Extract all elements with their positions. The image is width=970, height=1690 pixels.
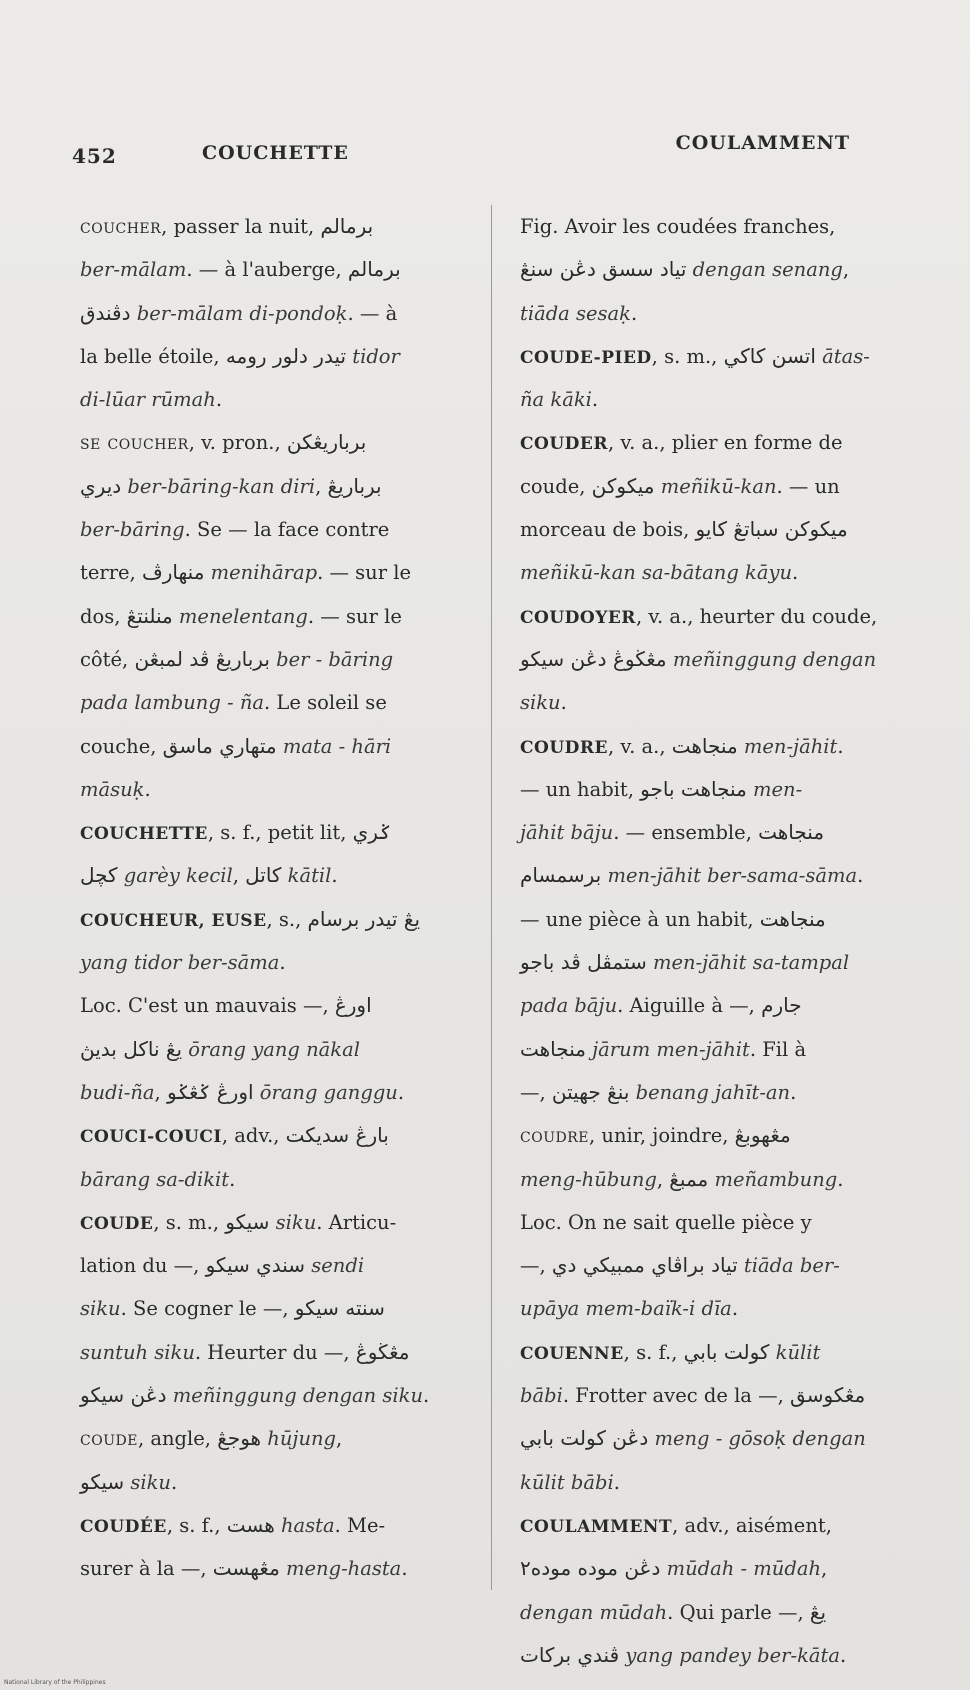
definition-text: — une pièce à un habit, <box>520 907 760 931</box>
transliteration: meng - gōsoḳ dengan <box>648 1427 866 1451</box>
definition-text: , <box>154 1080 167 1104</box>
text-line <box>80 768 480 811</box>
transliteration: meñikū-kan sa-bātang kāyu <box>520 561 793 585</box>
definition-text: . — à <box>347 301 398 325</box>
jawi-text: جارم <box>761 993 802 1018</box>
definition-text: . — ensemble, <box>613 821 759 845</box>
transliteration: menelentang <box>172 604 308 628</box>
transliteration: siku <box>80 1297 121 1321</box>
jawi-text: بارڠ سديكت <box>285 1123 389 1148</box>
transliteration: ātas- <box>815 344 870 368</box>
jawi-text: يڠ تيدر برسام <box>307 906 421 931</box>
text-line <box>520 1287 915 1330</box>
transliteration: ōrang yang nākal <box>182 1037 360 1061</box>
definition-text: , adv., <box>221 1124 286 1148</box>
definition-text: morceau de bois, <box>520 518 696 542</box>
text-line <box>520 465 915 508</box>
text-line <box>520 335 915 378</box>
text-line <box>520 1201 915 1244</box>
definition-text: , s. f., petit lit, <box>207 821 353 845</box>
jawi-text: اورڠ <box>334 993 372 1018</box>
text-line <box>80 1461 480 1504</box>
definition-text: . — un <box>776 474 840 498</box>
definition-text: , s. f., <box>166 1513 227 1537</box>
definition-text: . <box>144 777 151 801</box>
definition-text: . <box>229 1167 236 1191</box>
definition-text: Fig. Avoir les coudées franches, <box>520 215 836 238</box>
definition-text: , <box>656 1167 670 1191</box>
jawi-text: برباريڠ <box>327 473 382 498</box>
transliteration: bābi <box>520 1384 563 1408</box>
jawi-text: سنته سيكو <box>294 1296 385 1321</box>
jawi-text: منجاهت <box>758 820 825 845</box>
transliteration: hasta <box>274 1513 335 1537</box>
transliteration: meng-hūbung <box>520 1167 657 1191</box>
jawi-text: دڠن سيكو <box>80 1383 167 1408</box>
transliteration: tiāda ber- <box>737 1254 840 1278</box>
footer-credit: National Library of the Philippines <box>4 1679 106 1686</box>
definition-text: coude, <box>520 474 592 498</box>
text-line <box>520 1028 915 1071</box>
text-line <box>520 551 915 594</box>
transliteration: ōrang ganggu <box>253 1080 398 1104</box>
text-line <box>80 378 480 421</box>
definition-text: . <box>613 1470 620 1494</box>
headword: COUENNE <box>520 1343 624 1364</box>
definition-text: , <box>821 1557 828 1581</box>
headword: COUCHETTE <box>80 824 208 845</box>
text-line <box>80 898 480 941</box>
text-line <box>520 378 915 421</box>
jawi-text: ممبڠ <box>669 1166 709 1191</box>
definition-text: —, <box>520 1080 552 1104</box>
jawi-text: برباريڠكن <box>286 430 367 455</box>
jawi-text: ميكوكن سباتڠ كايو <box>695 517 848 542</box>
jawi-text: كاتل <box>245 863 282 888</box>
transliteration: yang tidor ber-sāma <box>80 951 280 975</box>
transliteration: siku <box>520 691 561 715</box>
jawi-text: كولت بابي <box>683 1339 770 1364</box>
text-line <box>80 1331 480 1374</box>
definition-text: , s. f., <box>623 1340 684 1364</box>
transliteration: pada bāju <box>520 994 618 1018</box>
jawi-text: اتسن كاكي <box>723 343 816 368</box>
definition-text: . <box>279 951 286 975</box>
transliteration: meñinggung dengan <box>666 647 877 671</box>
jawi-text: سيكو <box>80 1469 125 1494</box>
jawi-text: دڠن موده موده٢ <box>520 1556 661 1581</box>
transliteration: tidor <box>346 344 400 368</box>
text-line <box>520 1591 915 1634</box>
text-line <box>520 898 915 941</box>
definition-text: , angle, <box>137 1427 218 1451</box>
definition-text: couche, <box>80 734 163 758</box>
text-line <box>520 1461 915 1504</box>
jawi-text: مڠڬوڠ <box>355 1339 410 1364</box>
text-line <box>80 638 480 681</box>
definition-text: . Aiguille à —, <box>617 994 762 1018</box>
text-line <box>80 811 480 854</box>
jawi-text: هست <box>226 1512 275 1537</box>
definition-text: . Articu- <box>316 1210 397 1234</box>
text-line <box>80 681 480 724</box>
text-line <box>80 551 480 594</box>
entry-term: coudre <box>520 1124 589 1148</box>
transliteration: jārum men-jāhit <box>585 1037 750 1061</box>
transliteration: budi-ña <box>80 1080 155 1104</box>
definition-text: . <box>401 1557 408 1581</box>
definition-text: la belle étoile, <box>80 344 226 368</box>
definition-text: , v. a., heurter du coude, <box>635 604 878 628</box>
transliteration: meñambung <box>708 1167 838 1191</box>
text-line <box>520 1374 915 1417</box>
text-line <box>520 681 915 724</box>
definition-text: , v. a., <box>608 734 672 758</box>
transliteration: meñinggung dengan siku <box>166 1384 424 1408</box>
text-line <box>80 465 480 508</box>
definition-text: —, <box>520 1254 552 1278</box>
text-line <box>80 205 480 248</box>
text-line <box>80 335 480 378</box>
column-divider <box>491 205 492 1590</box>
transliteration: jāhit bāju <box>520 821 614 845</box>
text-line <box>80 1114 480 1157</box>
transliteration: ber - bāring <box>269 647 394 671</box>
transliteration: pada lambung - ña <box>80 691 265 715</box>
transliteration: yang pandey ber-kāta <box>619 1643 840 1667</box>
jawi-text: منجاهت <box>520 1036 586 1061</box>
definition-text: , v. a., plier en forme de <box>608 431 843 455</box>
definition-text: . <box>171 1470 178 1494</box>
jawi-text: منجاهت <box>671 733 738 758</box>
definition-text: , <box>842 258 850 282</box>
entry-term: se coucher <box>80 431 189 455</box>
right-column <box>520 205 915 1677</box>
definition-text: . Heurter du —, <box>194 1340 356 1364</box>
jawi-text: ݢري <box>352 820 392 845</box>
jawi-text: كچل <box>80 863 118 888</box>
headword: COUDÉE <box>80 1516 167 1537</box>
headword: COUDOYER <box>520 607 636 628</box>
jawi-text: برباريڠ ڤد لمبڠن <box>134 646 270 671</box>
text-line <box>80 1374 480 1417</box>
text-line <box>520 1331 915 1374</box>
definition-text: , <box>336 1427 343 1451</box>
definition-text: . — à l'auberge, <box>186 258 348 282</box>
headword: COUDE <box>80 1213 154 1234</box>
definition-text: . <box>215 388 223 412</box>
text-line <box>520 941 915 984</box>
headword: COULAMMENT <box>520 1516 673 1537</box>
text-line <box>80 725 480 768</box>
transliteration: tiāda sesaḳ <box>520 301 632 325</box>
definition-text: , s., <box>266 907 308 931</box>
text-line <box>520 1417 915 1460</box>
definition-text: terre, <box>80 561 142 585</box>
definition-text: , v. pron., <box>188 431 287 455</box>
definition-text: . <box>839 1643 847 1667</box>
transliteration: men-jāhit ber-sama-sāma <box>601 864 858 888</box>
text-line <box>80 421 480 464</box>
definition-text: . Fil à <box>749 1037 807 1061</box>
text-line <box>80 1201 480 1244</box>
jawi-text: ڤندي بركات <box>520 1642 620 1667</box>
text-line <box>520 1634 915 1677</box>
text-line <box>520 1547 915 1590</box>
definition-text: , <box>232 864 246 888</box>
jawi-text: دڤندق <box>80 300 131 325</box>
transliteration: kūlit <box>769 1340 821 1364</box>
text-line <box>80 1158 480 1201</box>
definition-text: . <box>837 734 844 758</box>
definition-text: . — sur le <box>307 604 402 628</box>
transliteration: siku <box>269 1210 317 1234</box>
jawi-text: برسمسام <box>520 863 602 888</box>
transliteration: men-jāhit <box>737 734 838 758</box>
definition-text: , <box>315 474 328 498</box>
definition-text: . <box>423 1384 430 1408</box>
jawi-text: سيكو <box>225 1209 270 1234</box>
definition-text: . <box>591 388 599 412</box>
entry-term: coude <box>80 1427 138 1451</box>
transliteration: garèy kecil <box>117 864 233 888</box>
definition-text: . <box>790 1080 797 1104</box>
transliteration: kātil <box>281 864 332 888</box>
text-line <box>80 1547 480 1590</box>
jawi-text: ستمڤل ڤد باجو <box>520 950 647 975</box>
definition-text: , unir, joindre, <box>588 1124 735 1148</box>
jawi-text: متهاري ماسق <box>162 733 277 758</box>
jawi-text: سندي سيكو <box>205 1253 306 1278</box>
jawi-text: برمالم <box>320 214 374 238</box>
jawi-text: مڠكوسق <box>790 1383 866 1408</box>
text-line <box>520 768 915 811</box>
jawi-text: منهارڤ <box>141 560 205 585</box>
transliteration: ber-bāring-kan diri <box>121 474 316 498</box>
transliteration: dengan senang <box>686 258 843 282</box>
transliteration: sendi <box>305 1254 365 1278</box>
headword: COUCI-COUCI <box>80 1127 222 1148</box>
transliteration: menihārap <box>204 561 318 585</box>
text-line <box>520 1244 915 1287</box>
definition-text: — un habit, <box>520 777 641 801</box>
text-line <box>80 508 480 551</box>
text-line <box>80 248 480 291</box>
text-line <box>520 854 915 897</box>
definition-text: , s. m., <box>153 1210 226 1234</box>
definition-text: côté, <box>80 647 135 671</box>
definition-text: . <box>631 301 638 325</box>
definition-text: . Qui parle —, <box>667 1600 810 1624</box>
definition-text: . <box>837 1167 844 1191</box>
transliteration: ber-bāring <box>80 518 185 542</box>
jawi-text: برمالم <box>347 257 401 282</box>
text-line <box>520 1114 915 1157</box>
definition-text: . Se cogner le —, <box>120 1297 295 1321</box>
definition-text: . <box>857 864 864 888</box>
definition-text: . <box>397 1080 405 1104</box>
transliteration: benang jahīt-an <box>629 1080 791 1104</box>
jawi-text: تياد سسق دڠن سنڠ <box>520 257 687 282</box>
text-line <box>80 854 480 897</box>
text-line <box>80 1028 480 1071</box>
definition-text: . <box>731 1297 739 1321</box>
text-line <box>80 984 480 1027</box>
definition-text: . Se — la face contre <box>184 518 390 542</box>
definition-text: . Me- <box>334 1513 386 1537</box>
transliteration: māsuḳ <box>80 777 145 801</box>
text-line <box>520 292 915 335</box>
text-line <box>520 248 915 291</box>
left-column <box>80 205 480 1591</box>
entry-term: coucher <box>80 215 162 238</box>
text-line <box>80 595 480 638</box>
text-line <box>520 725 915 768</box>
definition-text: . Frotter avec de la —, <box>562 1384 791 1408</box>
headword: COUDER <box>520 434 608 455</box>
jawi-text: مڠڬوڠ دڠن سيكو <box>520 646 667 671</box>
text-line <box>520 811 915 854</box>
text-line <box>80 1071 480 1114</box>
text-line <box>520 638 915 681</box>
definition-text: . <box>792 561 799 585</box>
jawi-text: ميكوكن <box>591 473 655 498</box>
transliteration: mūdah - mūdah <box>660 1557 822 1581</box>
transliteration: di-lūar rūmah <box>80 388 216 412</box>
definition-text: , s. m., <box>651 344 724 368</box>
definition-text: lation du —, <box>80 1254 206 1278</box>
jawi-text: ديري <box>80 473 122 498</box>
text-line <box>520 1504 915 1547</box>
text-line <box>520 984 915 1027</box>
text-line <box>520 1158 915 1201</box>
headword: COUDRE <box>520 737 608 758</box>
jawi-text: اورڠ ݢڠݢو <box>166 1079 254 1104</box>
text-line <box>80 1504 480 1547</box>
jawi-text: منجاهت <box>759 906 826 931</box>
text-line <box>80 292 480 335</box>
text-line <box>80 941 480 984</box>
jawi-text: مڠهست <box>212 1556 280 1581</box>
jawi-text: تياد براڤاي ممبيكي دي <box>551 1253 738 1278</box>
transliteration: siku <box>124 1470 171 1494</box>
transliteration: men-jāhit sa-tampal <box>646 951 850 975</box>
definition-text: , adv., aisément, <box>672 1513 832 1537</box>
headword: COUDE-PIED <box>520 347 652 368</box>
definition-text: Loc. C'est un mauvais —, <box>80 994 335 1018</box>
transliteration: suntuh siku <box>80 1340 195 1364</box>
text-line <box>520 1071 915 1114</box>
definition-text: . Le soleil se <box>264 691 387 715</box>
jawi-text: يڠ <box>809 1599 827 1624</box>
transliteration: dengan mūdah <box>520 1600 668 1624</box>
transliteration: upāya mem-baïk-i dīa <box>520 1297 732 1321</box>
text-line <box>520 508 915 551</box>
transliteration: ber-mālam di-pondoḳ <box>130 301 348 325</box>
transliteration: meñikū-kan <box>654 474 777 498</box>
transliteration: ña kāki <box>520 388 592 412</box>
jawi-text: هوجڠ <box>217 1426 262 1451</box>
text-line <box>80 1244 480 1287</box>
page-number: 452 <box>72 144 117 168</box>
left-running-head: COUCHETTE <box>202 142 349 164</box>
text-line <box>80 1287 480 1330</box>
jawi-text: تيدر دلور رومه <box>225 343 347 368</box>
text-line <box>520 595 915 638</box>
definition-text: . — sur le <box>317 561 412 585</box>
definition-text: Loc. On ne sait quelle pièce y <box>520 1210 812 1234</box>
jawi-text: بنڠ جهيتن <box>551 1079 630 1104</box>
definition-text: surer à la —, <box>80 1557 213 1581</box>
jawi-text: مڠهوبڠ <box>734 1123 791 1148</box>
definition-text: dos, <box>80 604 127 628</box>
headword: COUCHEUR, EUSE <box>80 910 267 931</box>
definition-text: . <box>560 691 567 715</box>
jawi-text: منلنتڠ <box>126 603 173 628</box>
page-header <box>72 132 898 172</box>
jawi-text: يڠ ناكل بديڽ <box>80 1036 183 1061</box>
text-line <box>80 1417 480 1460</box>
jawi-text: منجاهت باجو <box>640 776 747 801</box>
transliteration: hūjung <box>261 1427 337 1451</box>
text-line <box>520 421 915 464</box>
right-running-head: COULAMMENT <box>675 132 850 154</box>
jawi-text: دڠن كولت بابي <box>520 1426 649 1451</box>
transliteration: kūlit bābi <box>520 1470 614 1494</box>
transliteration: bārang sa-dikit <box>80 1167 230 1191</box>
transliteration: meng-hasta <box>279 1557 402 1581</box>
text-line <box>520 205 915 248</box>
definition-text: . <box>331 864 338 888</box>
definition-text: , passer la nuit, <box>161 215 321 238</box>
transliteration: mata - hāri <box>276 734 392 758</box>
transliteration: men- <box>746 777 803 801</box>
transliteration: ber-mālam <box>80 258 187 282</box>
